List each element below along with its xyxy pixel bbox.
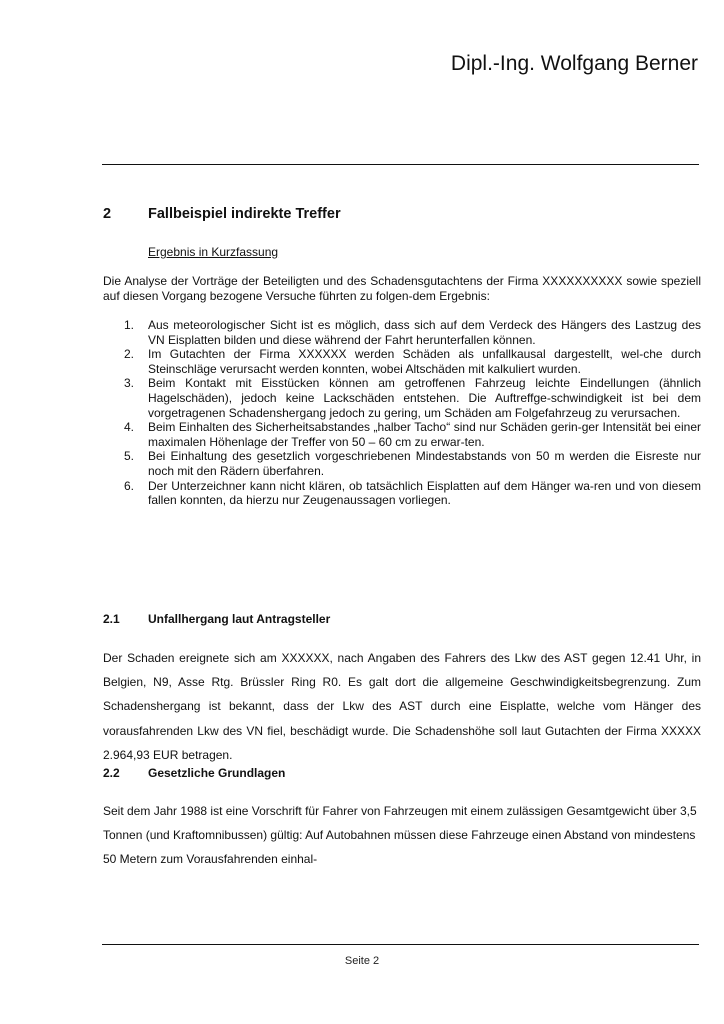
header-divider: [102, 164, 699, 165]
list-item-number: 6.: [124, 478, 135, 493]
list-item-number: 4.: [124, 420, 135, 435]
section-number: 2.1: [103, 612, 120, 626]
list-item-text: Beim Kontakt mit Eisstücken können am getroffenen Fahrzeug leichte Eindellungen (ähnlich Hagelschäden), jedoch keine Lackschäden entstehen. Die Auftreffge-schwindigkeit ist bei dem vorgetragenen Schadenshergang jedoch zu gering, um Schäden am Folgefahrzeug zu verursachen.: [148, 376, 701, 420]
section-heading-2-1: [103, 612, 330, 626]
list-item: [103, 479, 701, 508]
list-item-number: 1.: [124, 318, 135, 332]
summary-intro: Die Analyse der Vorträge der Beteiligten und des Schadensgutachtens der Firma XXXXXXXXXX sowie speziell auf diesen Vorgang bezogene Versuche führten zu folgen-dem Ergebnis:: [103, 274, 701, 303]
footer-divider: [102, 944, 699, 945]
list-item-text: Im Gutachten der Firma XXXXXX werden Schäden als unfallkausal dargestellt, wel-che durch Steinschläge verursacht werden konnten, wobei Altschäden mit kalkuliert wurden.: [148, 347, 701, 376]
section-2-1-paragraph: Der Schaden ereignete sich am XXXXXX, nach Angaben des Fahrers des Lkw des AST gegen 12.41 Uhr, in Belgien, N9, Asse Rtg. Brüssler Ring R0. Es galt dort die allgemeine Geschwindigkeitsbegrenzung. Zum Schadenshergang ist bekannt, dass der Lkw des AST durch eine Eisplatte, welche vom Hänger des vorausfahrenden Lkw des VN fiel, beschädigt wurde. Die Schadenshöhe soll laut Gutachten der Firma XXXXX 2.964,93 EUR betragen.: [103, 651, 701, 762]
list-item-text: Der Unterzeichner kann nicht klären, ob tatsächlich Eisplatten auf dem Hänger wa-ren und von diesem fallen konnten, da hierzu nur Zeugenaussagen vorliegen.: [148, 478, 701, 508]
section-2-2-paragraph: Seit dem Jahr 1988 ist eine Vorschrift für Fahrer von Fahrzeugen mit einem zulässigen Gesamtgewicht über 3,5 Tonnen (und Kraftomnibussen) gültig: Auf Autobahnen müssen diese Fahrzeuge einen Abstand von mindestens 50 Metern zum Vorausfahrenden einhal-: [103, 804, 697, 867]
list-item: [103, 420, 701, 449]
chapter-number: 2: [103, 206, 112, 222]
section-title: Unfallhergang laut Antragsteller: [148, 612, 331, 626]
list-item-text: Beim Einhalten des Sicherheitsabstandes „halber Tacho“ sind nur Schäden gerin-ger Intensität bei einer maximalen Höhenlage der Treffer von 50 – 60 cm zu erwar-ten.: [148, 420, 701, 449]
result-list: [103, 318, 701, 508]
list-item-number: 3.: [124, 376, 135, 391]
list-item: [103, 347, 701, 376]
list-item-text: Aus meteorologischer Sicht ist es möglich, dass sich auf dem Verdeck des Hängers des Lastzug des VN Eisplatten bilden und diese während der Fahrt herunterfallen können.: [148, 318, 701, 347]
list-item: [103, 449, 701, 478]
page-number: Seite 2: [344, 955, 380, 967]
section-heading-2-2: [103, 766, 285, 780]
list-item: [103, 376, 701, 420]
list-item-number: 2.: [124, 347, 135, 362]
list-item-number: 5.: [124, 449, 135, 464]
header-author: Dipl.-Ing. Wolfgang Berner: [450, 52, 698, 75]
section-title: Gesetzliche Grundlagen: [148, 766, 286, 780]
chapter-title: Fallbeispiel indirekte Treffer: [148, 206, 341, 222]
summary-title: Ergebnis in Kurzfassung: [148, 245, 279, 259]
chapter-heading: [103, 206, 341, 222]
section-number: 2.2: [103, 766, 120, 780]
list-item: [103, 318, 701, 347]
list-item-text: Bei Einhaltung des gesetzlich vorgeschriebenen Mindestabstands von 50 m werden die Eisreste nur noch mit den Rädern überfahren.: [148, 449, 701, 478]
